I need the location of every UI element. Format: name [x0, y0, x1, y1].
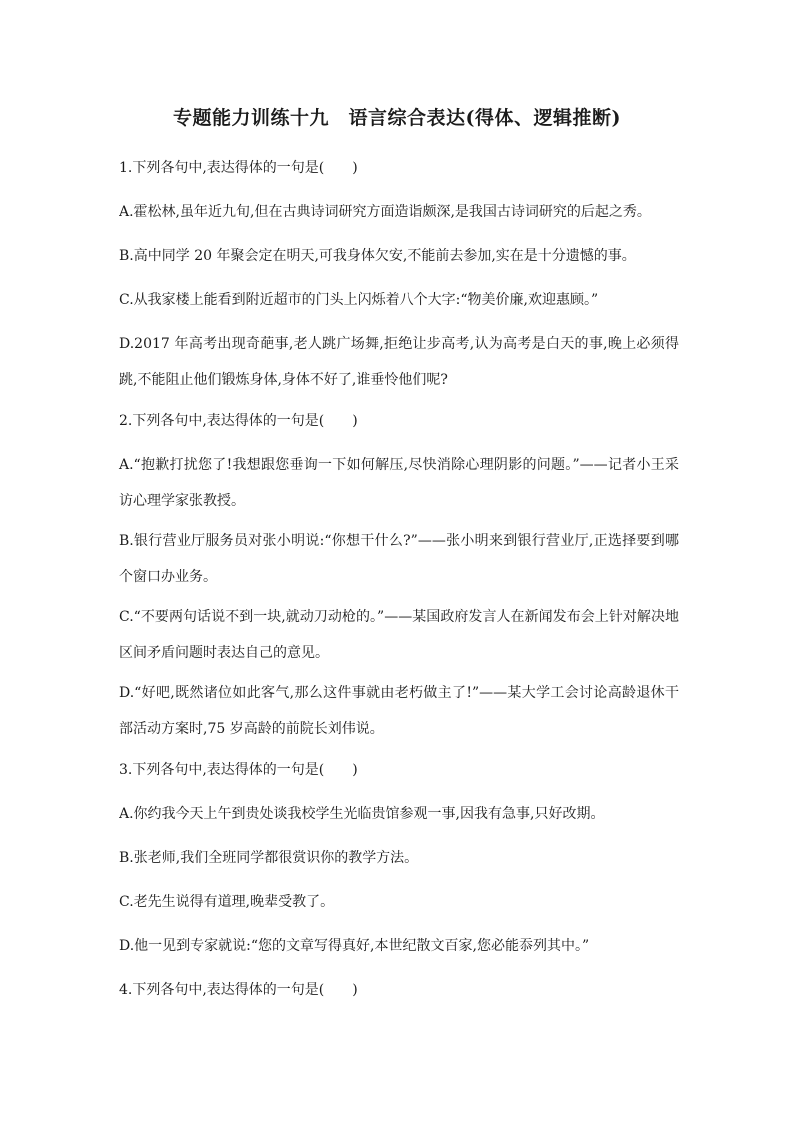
- question-2-option-d: D.“好吧,既然诸位如此客气,那么这件事就由老朽做主了!”——某大学工会讨论高龄退休干部活动方案时,75 岁高龄的前院长刘伟说。: [119, 685, 679, 737]
- question-3-stem: 3.下列各句中,表达得体的一句是( ): [119, 762, 358, 778]
- question-2-option-c: C.“不要两句话说不到一块,就动刀动枪的。”——某国政府发言人在新闻发布会上针对解决地区间矛盾问题时表达自己的意见。: [119, 609, 679, 661]
- question-2-option-a: A.“抱歉打扰您了!我想跟您垂询一下如何解压,尽快消除心理阴影的问题。”——记者小王采访心理学家张教授。: [119, 457, 679, 509]
- question-2-stem: 2.下列各句中,表达得体的一句是( ): [119, 413, 358, 429]
- question-1-option-d: D.2017 年高考出现奇葩事,老人跳广场舞,拒绝让步高考,认为高考是白天的事,晚上必须得跳,不能阻止他们锻炼身体,身体不好了,谁垂怜他们呢?: [119, 336, 679, 388]
- question-3-option-c: C.老先生说得有道理,晚辈受教了。: [119, 894, 335, 910]
- question-1-option-a: A.霍松林,虽年近九旬,但在古典诗词研究方面造诣颇深,是我国古诗词研究的后起之秀。: [119, 204, 651, 220]
- question-1-stem: 1.下列各句中,表达得体的一句是( ): [119, 160, 358, 176]
- question-2-option-b: B.银行营业厅服务员对张小明说:“你想干什么?”——张小明来到银行营业厅,正选择要到哪个窗口办业务。: [119, 533, 679, 585]
- question-1-option-c: C.从我家楼上能看到附近超市的门头上闪烁着八个大字:“物美价廉,欢迎惠顾。”: [119, 292, 599, 308]
- question-3-option-a: A.你约我今天上午到贵处谈我校学生光临贵馆参观一事,因我有急事,只好改期。: [119, 806, 605, 822]
- question-3-option-d: D.他一见到专家就说:“您的文章写得真好,本世纪散文百家,您必能忝列其中。”: [119, 938, 590, 954]
- page-title: 专题能力训练十九 语言综合表达(得体、逻辑推断): [173, 107, 621, 129]
- question-4-stem: 4.下列各句中,表达得体的一句是( ): [119, 982, 358, 998]
- question-3-option-b: B.张老师,我们全班同学都很赏识你的教学方法。: [119, 850, 419, 866]
- question-1-option-b: B.高中同学 20 年聚会定在明天,可我身体欠安,不能前去参加,实在是十分遗憾的事。: [119, 248, 636, 264]
